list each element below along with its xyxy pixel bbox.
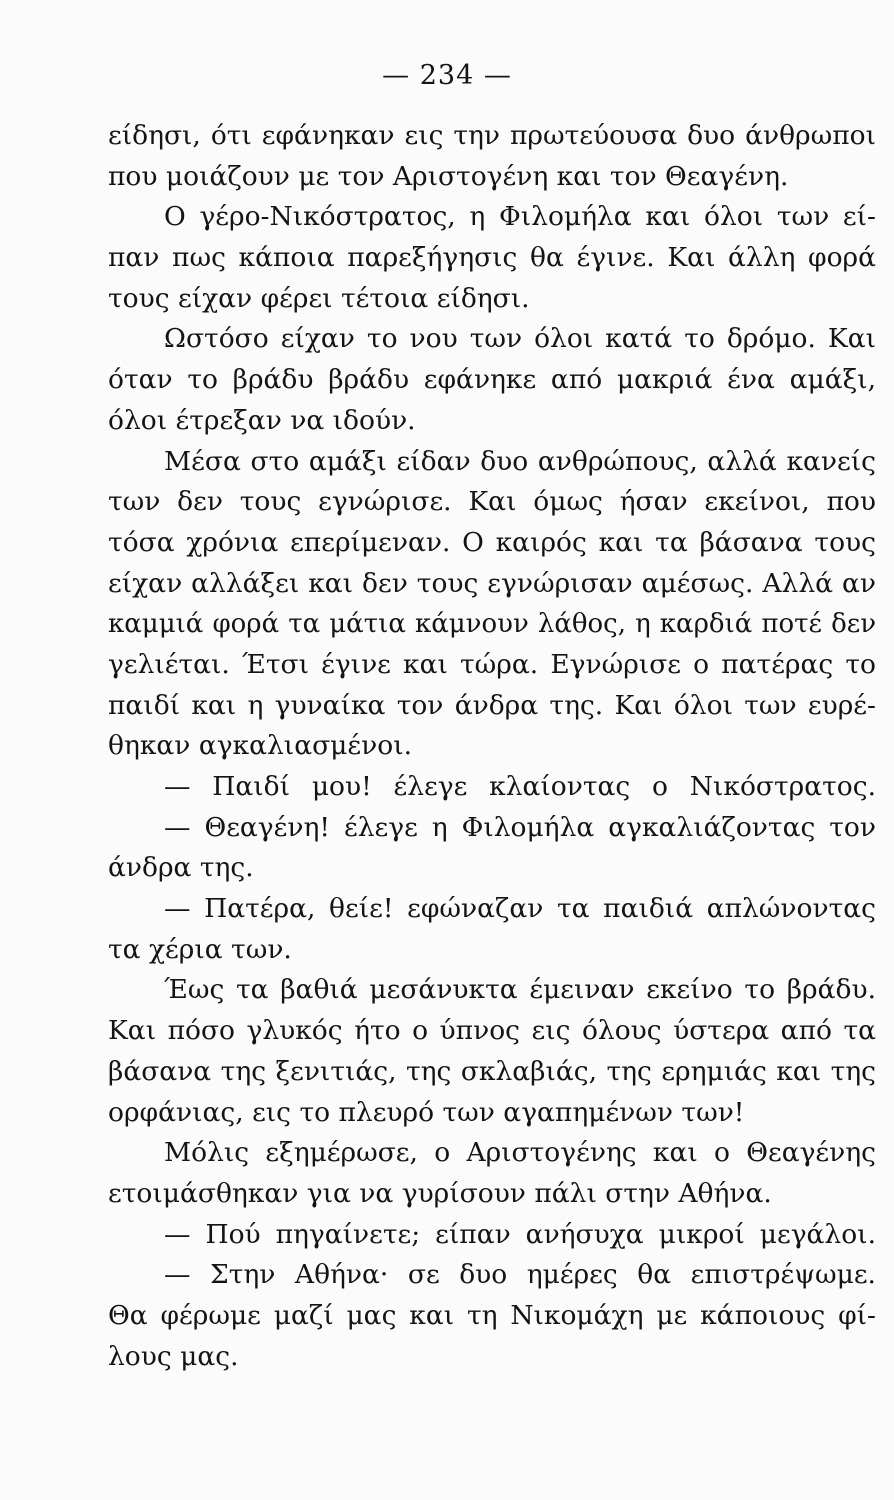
text-line: είδησι, ότι εφάνηκαν εις την πρωτεύουσα δυο άνθρωποι bbox=[108, 120, 876, 151]
text-line: παιδί και η γυναίκα τον άνδρα της. Και όλοι των ευρέ- bbox=[108, 689, 876, 721]
text-line: καμμιά φορά τα μάτια κάμνουν λάθος, η καρδιά ποτέ δεν bbox=[108, 609, 876, 640]
text-line: τα χέρια των. bbox=[108, 933, 292, 965]
text-line: ορφάνιας, εις το πλευρό των αγαπημένων των! bbox=[108, 1096, 745, 1128]
text-line: — Στην Αθήνα· σε δυο ημέρες θα επιστρέψωμε. bbox=[164, 1259, 876, 1291]
text-line: βάσανα της ξενιτιάς, της σκλαβιάς, της ερημιάς και της bbox=[108, 1055, 876, 1087]
text-line: ετοιμάσθηκαν για να γυρίσουν πάλι στην Αθήνα. bbox=[108, 1177, 772, 1209]
text-line: Μόλις εξημέρωσε, ο Αριστογένης και ο Θεαγένης bbox=[164, 1137, 876, 1169]
text-line: είχαν αλλάξει και δεν τους εγνώρισαν αμέσως. Αλλά αν bbox=[108, 567, 876, 599]
text-line: γελιέται. Έτσι έγινε και τώρα. Εγνώρισε ο πατέρας το bbox=[108, 648, 876, 680]
text-line: Και πόσο γλυκός ήτο ο ύπνος εις όλους ύστερα από τα bbox=[108, 1015, 876, 1047]
text-line: τους είχαν φέρει τέτοια είδησι. bbox=[108, 282, 530, 314]
text-line: Μέσα στο αμάξι είδαν δυο ανθρώπους, αλλά κανείς bbox=[164, 445, 876, 477]
text-line: όταν το βράδυ βράδυ εφάνηκε από μακριά ένα αμάξι, bbox=[108, 364, 876, 396]
body-text bbox=[108, 116, 876, 1377]
text-line: όλοι έτρεξαν να ιδούν. bbox=[108, 404, 416, 436]
text-line: — Πού πηγαίνετε; είπαν ανήσυχα μικροί μεγάλοι. bbox=[164, 1218, 876, 1250]
text-line: λους μας. bbox=[108, 1340, 239, 1372]
text-line: θηκαν αγκαλιασμένοι. bbox=[108, 730, 413, 762]
page-number: — 234 — bbox=[382, 60, 512, 91]
text-line: που μοιάζουν με τον Αριστογένη και τον Θεαγένη. bbox=[108, 160, 789, 192]
text-line: παν πως κάποια παρεξήγησις θα έγινε. Και άλλη φορά bbox=[108, 242, 876, 274]
text-line: άνδρα της. bbox=[108, 852, 254, 884]
text-line: Ο γέρο-Νικόστρατος, η Φιλομήλα και όλοι των εί- bbox=[164, 201, 876, 233]
text-line: — Πατέρα, θείε! εφώναζαν τα παιδιά απλώνοντας bbox=[164, 893, 876, 925]
text-line: — Θεαγένη! έλεγε η Φιλομήλα αγκαλιάζοντας τον bbox=[164, 811, 876, 843]
text-line: των δεν τους εγνώρισε. Και όμως ήσαν εκείνοι, που bbox=[108, 486, 876, 518]
text-line: — Παιδί μου! έλεγε κλαίοντας ο Νικόστρατος. bbox=[164, 771, 876, 802]
text-line: Έως τα βαθιά μεσάνυκτα έμειναν εκείνο το βράδυ. bbox=[164, 974, 876, 1006]
text-line: Θα φέρωμε μαζί μας και τη Νικομάχη με κάποιους φί- bbox=[108, 1299, 876, 1331]
text-line: Ωστόσο είχαν το νου των όλοι κατά το δρόμο. Και bbox=[164, 323, 876, 355]
text-line: τόσα χρόνια επερίμεναν. Ο καιρός και τα βάσανα τους bbox=[108, 526, 876, 558]
